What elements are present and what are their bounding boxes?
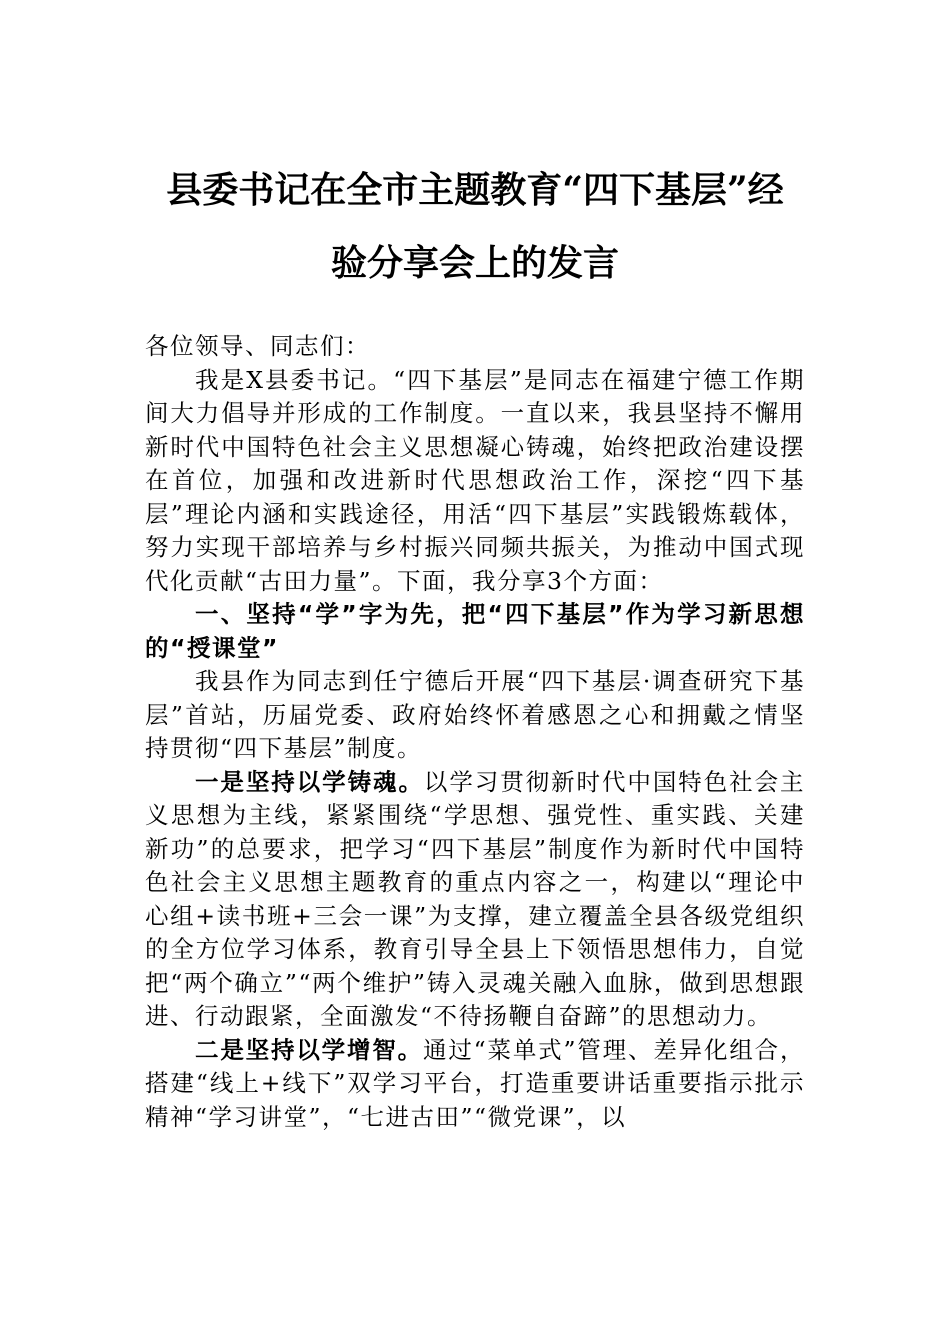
paragraph-intro: 我是X县委书记。“四下基层”是同志在福建宁德工作期间大力倡导并形成的工作制度。一直以来，我县坚持不懈用新时代中国特色社会主义思想凝心铸魂，始终把政治建设摆在首位，加强和改进新时代思想政治工作，深挖“四下基层”理论内涵和实践途径，用活“四下基层”实践锻炼载体，努力实现干部培养与乡村振兴同频共振关，为推动中国式现代化贡献“古田力量”。下面，我分享3个方面： — [145, 365, 805, 595]
document-title-line-2: 验分享会上的发言 — [330, 242, 619, 284]
document-title-line-1: 县委书记在全市主题教育“四下基层”经 — [166, 169, 784, 211]
point-1-lead: 一是坚持以学铸魂。 — [195, 767, 424, 796]
section-heading-1: 一、坚持“学”字为先，把“四下基层”作为学习新思想的“授课堂” — [145, 600, 805, 662]
point-2-text: 通过“菜单式”管理、差异化组合，搭建“线上+线下”双学习平台，打造重要讲话重要指示批示精神“学习讲堂”，“七进古田”“微党课”，以 — [145, 1035, 806, 1131]
salutation: 各位领导、同志们： — [145, 332, 370, 360]
paragraph-background: 我县作为同志到任宁德后开展“四下基层·调查研究下基层”首站，历届党委、政府始终怀着感恩之心和拥戴之情坚持贯彻“四下基层”制度。 — [145, 667, 805, 762]
point-1-text: 以学习贯彻新时代中国特色社会主义思想为主线，紧紧围绕“学思想、强党性、重实践、关建新功”的总要求，把学习“四下基层”制度作为新时代中国特色社会主义思想主题教育的重点内容之一，构建以“理论中心组+读书班+三会一课”为支撑，建立覆盖全县各级党组织的全方位学习体系，教育引导全县上下领悟思想伟力，自觉把“两个确立”“两个维护”铸入灵魂关融入血脉，做到思想跟进、行动跟紧，全面激发“不待扬鞭自奋蹄”的思想动力。 — [145, 767, 806, 1030]
document-body — [145, 330, 805, 1134]
paragraph-point-2 — [145, 1034, 805, 1135]
paragraph-point-1 — [145, 766, 805, 1034]
point-2-lead: 二是坚持以学增智。 — [195, 1035, 423, 1064]
